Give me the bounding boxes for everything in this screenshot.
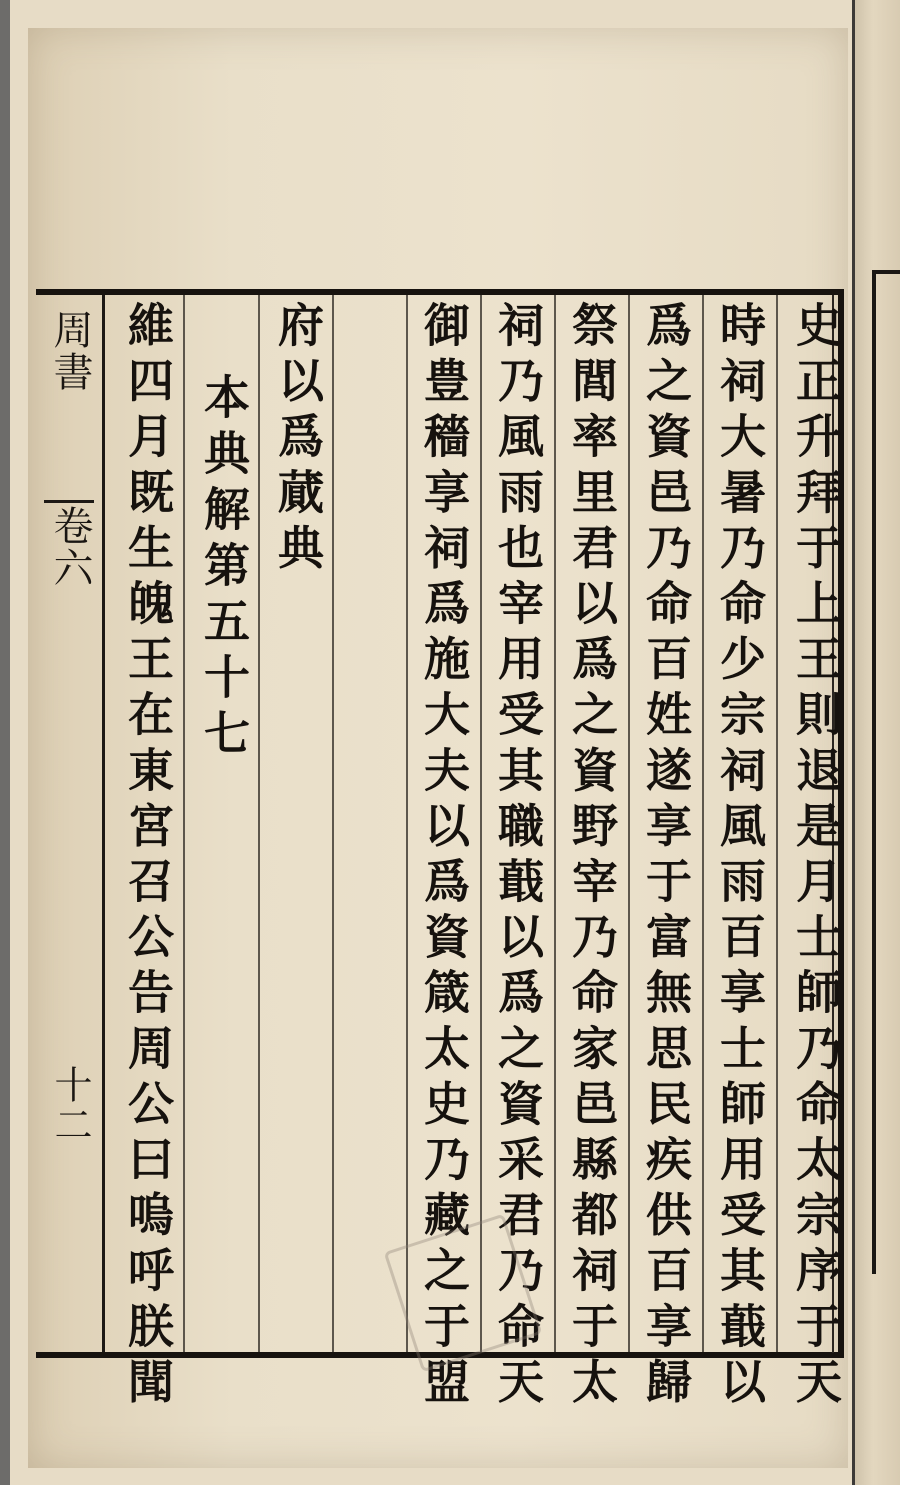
volume-label: 卷六 — [47, 505, 93, 589]
text-column-4: 祭閭率里君以爲之資野宰乃命家邑縣都祠于太 — [565, 301, 619, 1413]
column-rule — [628, 295, 630, 1352]
adjacent-page-fragment — [872, 270, 900, 1480]
book-title: 周書 — [47, 309, 93, 393]
column-rule — [183, 295, 185, 1352]
text-column-7: 府以爲蕆典 — [271, 301, 325, 579]
column-rule — [332, 295, 334, 1352]
adjacent-page-frame — [872, 270, 900, 1274]
top-border — [36, 289, 844, 295]
printed-text-block — [36, 289, 844, 1413]
chapter-title: 本典解第五十七 — [197, 373, 251, 765]
fishtail-mark — [44, 500, 94, 503]
column-rule — [406, 295, 408, 1352]
text-column-6: 御豊穡享祠爲施大夫以爲資箴太史乃藏之于盟 — [417, 301, 471, 1413]
text-column-5: 祠乃風雨也宰用受其職蕺以爲之資采君乃命天 — [491, 301, 545, 1413]
column-rule — [776, 295, 778, 1352]
center-strip — [36, 295, 105, 1352]
column-rule — [480, 295, 482, 1352]
text-column-2: 時祠大暑乃命少宗祠風雨百享士師用受其蕺以 — [713, 301, 767, 1413]
column-rule — [554, 295, 556, 1352]
text-column-1: 史正升拜于上王則退是月士師乃命太宗序于天 — [789, 301, 843, 1413]
text-column-10: 維四月既生魄王在東宮召公告周公曰嗚呼朕聞 — [121, 301, 175, 1413]
column-rule — [702, 295, 704, 1352]
text-column-3: 爲之資邑乃命百姓遂享于富無思民疾供百享歸 — [639, 301, 693, 1413]
column-rule — [258, 295, 260, 1352]
folio-number: 十二 — [48, 1065, 92, 1145]
